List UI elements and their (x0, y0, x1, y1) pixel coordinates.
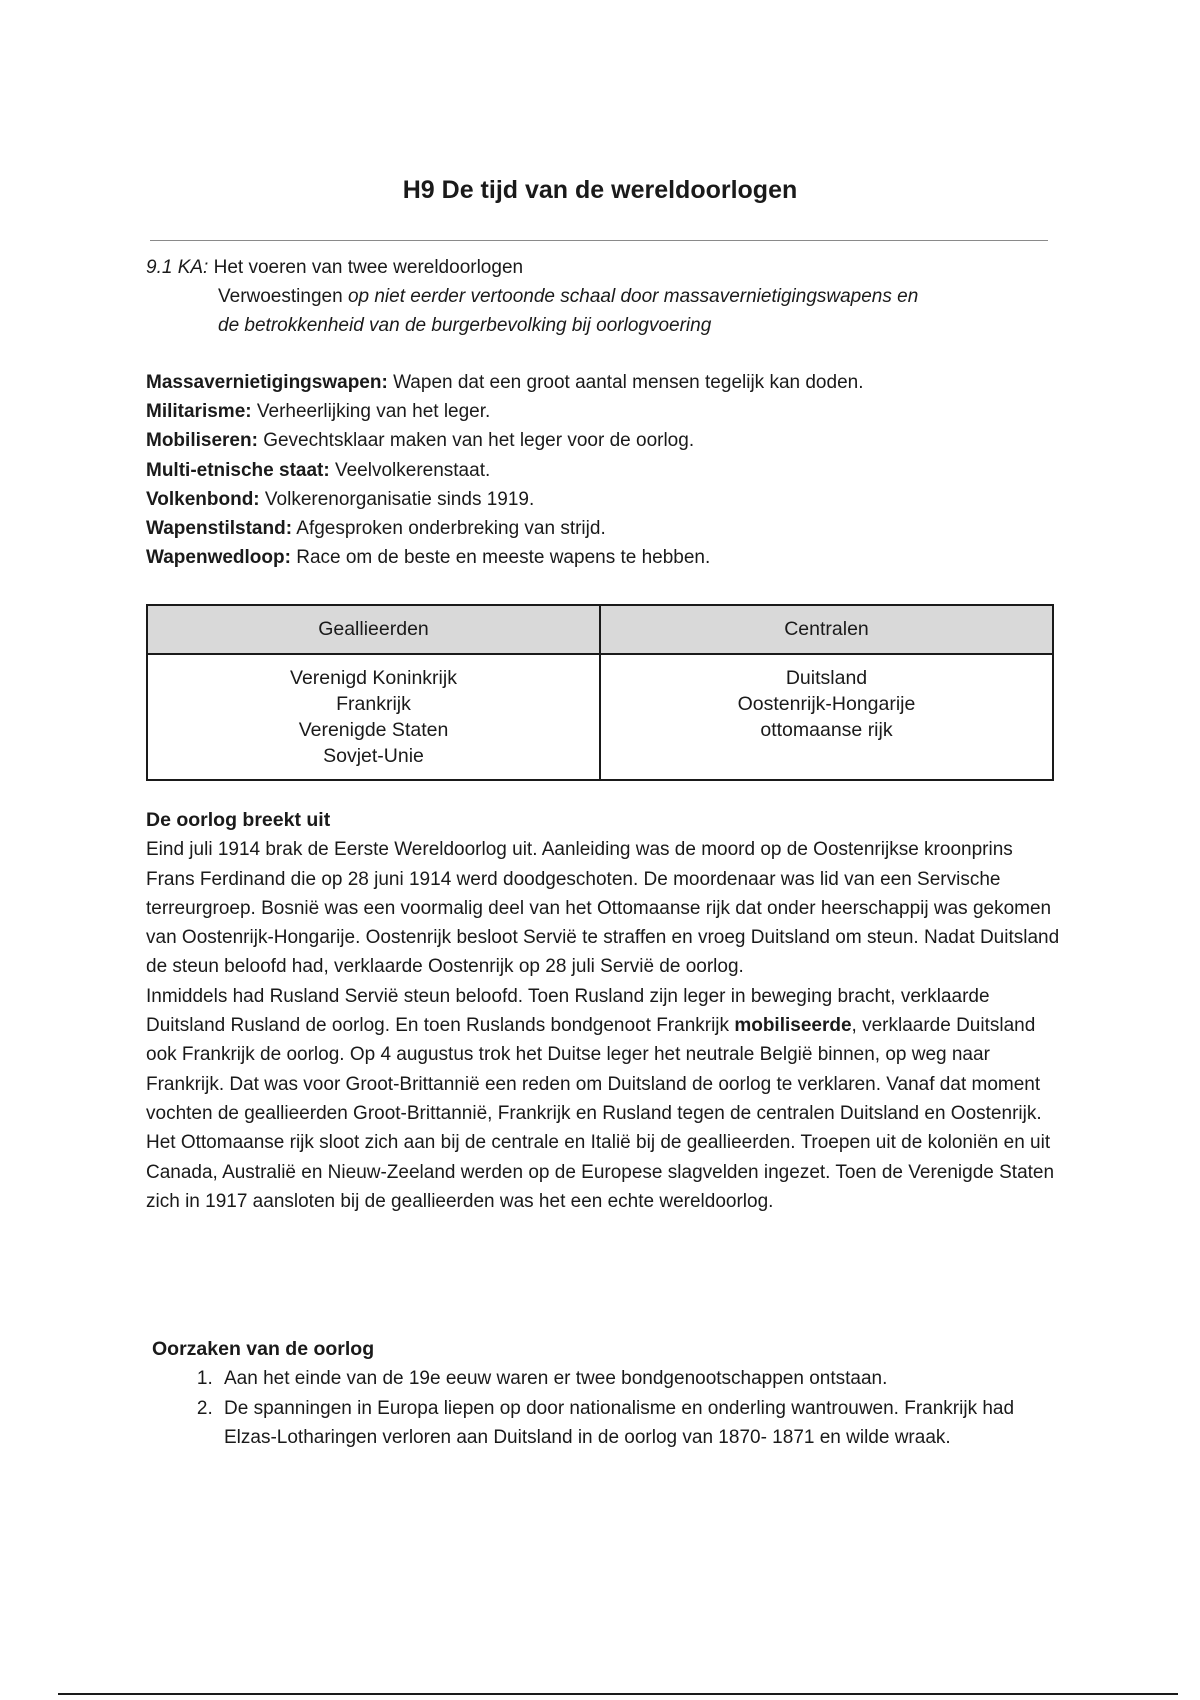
definition-term: Wapenstilstand: (146, 518, 293, 540)
table-cell-entry: Duitsland (785, 667, 868, 689)
section-heading: Oorzaken van de oorlog (152, 1338, 375, 1360)
outbreak-section (146, 806, 1061, 1216)
definition-text: Race om de beste en meeste wapens te hebben. (296, 547, 711, 569)
definitions-list (146, 368, 1046, 572)
causes-section (152, 1335, 1052, 1452)
paragraph: Eind juli 1914 brak de Eerste Wereldoorlog uit. Aanleiding was de moord op de Oostenrijkse kroonprins Frans Ferdinand die op 28 juni 1914 werd doodgeschoten. De moordenaar was lid van een Servische terreurgroep. Bosnië was een voormalig deel van het Ottomaanse rijk dat onder heerschappij was gekomen van Oostenrijk-Hongarije. Oostenrijk besloot Servië te straffen en vroeg Duitsland om steun. Nadat Duitsland de steun beloofd had, verklaarde Oostenrijk op 28 juli Servië de oorlog. (146, 839, 1060, 978)
key-aspect-desc-rest: op niet eerder vertoonde schaal door massavernietigingswapens en (347, 286, 919, 307)
allies-cell (147, 654, 600, 780)
definition-term: Wapenwedloop: (146, 547, 291, 569)
definition-term: Militarisme: (146, 401, 252, 423)
table-cell-entry: Sovjet-Unie (323, 745, 424, 767)
paragraph-text: Inmiddels had Rusland Servië steun beloofd. Toen Rusland zijn leger in beweging bracht, verklaarde Duitsland Rusland de oorlog. En toen Ruslands bondgenoot Frankrijk (146, 985, 990, 1037)
definition-term: Mobiliseren: (146, 430, 258, 452)
table-cell-entry: Verenigde Staten (298, 719, 449, 741)
key-aspect-description (146, 282, 1046, 311)
title-divider (150, 240, 1048, 241)
section-heading: De oorlog breekt uit (146, 809, 331, 831)
definition-text: Gevechtsklaar maken van het leger voor de oorlog. (263, 430, 695, 452)
table-cell-entry: ottomaanse rijk (760, 719, 893, 741)
column-header-centrals: Centralen (600, 605, 1053, 654)
list-item: 2. De spanningen in Europa liepen op door nationalisme en onderling wantrouwen. Frankrijk had Elzas-Lotharingen verloren aan Duitsland in de oorlog van 1870- 1871 en wilde wraak. (218, 1394, 1052, 1453)
definition-term: Massavernietigingswapen: (146, 372, 388, 393)
table-row (147, 654, 1053, 780)
alliances-table (146, 604, 1054, 781)
paragraph-text: , verklaarde Duitsland ook Frankrijk de oorlog. Op 4 augustus trok het Duitse leger het neutrale België binnen, op weg naar Frankrijk. Dat was voor Groot-Brittannië een reden om Duitsland de oorlog te verklaren. Vanaf dat moment vochten de geallieerden Groot-Brittannië, Frankrijk en Rusland tegen de centralen Duitsland en Oostenrijk. Het Ottomaanse rijk sloot zich aan bij de centrale en Italië bij de geallieerden. Troepen uit de koloniën en uit Canada, Australië en Nieuw-Zeeland werden op de Europese slagvelden ingezet. Toen de Verenigde Staten zich in 1917 aansloten bij de geallieerden was het een echte wereldoorlog. (146, 1015, 1055, 1212)
key-aspect-heading: Het voeren van twee wereldoorlogen (213, 257, 524, 278)
table-cell-entry: Oostenrijk-Hongarije (737, 693, 916, 715)
causes-list (152, 1364, 1052, 1452)
definition-text: Veelvolkerenstaat. (334, 459, 491, 481)
key-aspect-line (146, 253, 1046, 282)
definition-item (146, 514, 1046, 543)
definition-text: Verheerlijking van het leger. (256, 401, 491, 423)
definition-text: Afgesproken onderbreking van strijd. (296, 518, 606, 540)
definition-item (146, 543, 1046, 572)
key-aspect-desc-start: Verwoestingen (218, 286, 343, 307)
table-cell-entry: Verenigd Koninkrijk (290, 667, 457, 689)
key-aspect-label: 9.1 KA: (146, 257, 209, 278)
definition-text: Volkerenorganisatie sinds 1919. (264, 488, 535, 510)
definition-item (146, 426, 1046, 455)
definition-text: Wapen dat een groot aantal mensen tegelijk kan doden. (393, 372, 864, 393)
definition-item (146, 456, 1046, 485)
page-title: H9 De tijd van de wereldoorlogen (402, 176, 798, 204)
table-header-row (147, 605, 1053, 654)
definition-term: Volkenbond: (146, 488, 260, 510)
key-aspect (146, 253, 1046, 340)
list-item: 1. Aan het einde van de 19e eeuw waren er twee bondgenootschappen ontstaan. (218, 1364, 1052, 1393)
column-header-allies: Geallieerden (147, 605, 600, 654)
bold-term: mobiliseerde (734, 1015, 852, 1037)
paragraph (146, 982, 1061, 1216)
page-bottom-divider (58, 1693, 1178, 1695)
definition-item (146, 485, 1046, 514)
definition-item (146, 368, 1046, 397)
key-aspect-description-2: de betrokkenheid van de burgerbevolking bij oorlogvoering (218, 315, 712, 336)
table-cell-entry: Frankrijk (336, 693, 411, 715)
definition-item (146, 397, 1046, 426)
centrals-cell (600, 654, 1053, 780)
definition-term: Multi-etnische staat: (146, 459, 330, 481)
